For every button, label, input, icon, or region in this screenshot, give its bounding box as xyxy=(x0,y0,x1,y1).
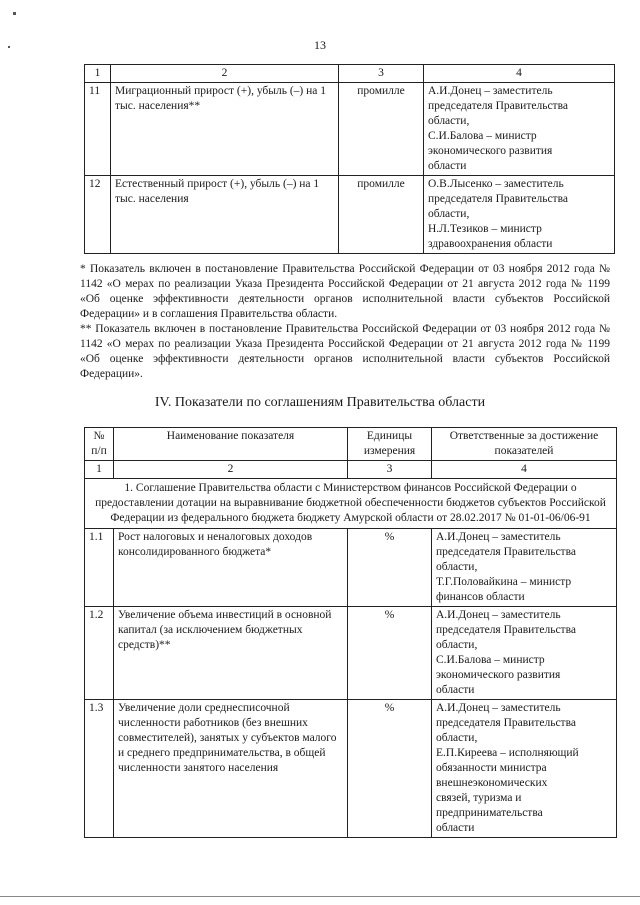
header-number: № п/п xyxy=(85,428,114,461)
indicator-unit: % xyxy=(348,529,432,607)
responsible-line: С.И.Балова – министр xyxy=(436,654,545,666)
responsible-line: предпринимательства xyxy=(436,807,543,819)
indicator-unit: % xyxy=(348,700,432,838)
responsible-line: здравоохранения области xyxy=(428,238,553,250)
page-number: 13 xyxy=(314,38,326,52)
responsible-line: председателя Правительства xyxy=(436,546,576,558)
table-row xyxy=(85,700,617,838)
footnote-single-asterisk: * Показатель включен в постановление Правительства Российской Федерации от 03 ноября 2012 года № 1142 «О мерах по реализации Указа Президента Российской Федерации от 21 августа 2012 года № 1199 «Об оценке эффективности деятельности органов исполнительной власти субъектов Российской Федерации» и в соглашения Правительства области. xyxy=(80,263,610,320)
indicator-name: Рост налоговых и неналоговых доходов консолидированного бюджета* xyxy=(114,529,348,607)
table-row xyxy=(85,529,617,607)
responsible-line: области, xyxy=(428,208,470,220)
responsible-line: А.И.Донец – заместитель xyxy=(436,702,561,714)
responsible-line: Е.П.Киреева – исполняющий xyxy=(436,747,579,759)
responsible-persons xyxy=(424,176,615,254)
row-number: 11 xyxy=(85,83,111,176)
indicator-unit: % xyxy=(348,607,432,700)
responsible-line: области xyxy=(428,160,467,172)
indicator-name: Увеличение доли среднесписочной численности работников (без внешних совместителей), занятых у субъектов малого и среднего предпринимательства, в общей численности занятого населения xyxy=(114,700,348,838)
responsible-line: области, xyxy=(428,115,470,127)
indicator-name: Естественный прирост (+), убыль (–) на 1 тыс. населения xyxy=(111,176,339,254)
responsible-persons xyxy=(424,83,615,176)
table-row xyxy=(85,176,615,254)
responsible-line: председателя Правительства xyxy=(436,624,576,636)
header-indicator-name: Наименование показателя xyxy=(114,428,348,461)
responsible-line: А.И.Донец – заместитель xyxy=(436,609,561,621)
indicator-name: Миграционный прирост (+), убыль (–) на 1 тыс. населения** xyxy=(111,83,339,176)
responsible-line: области, xyxy=(436,639,478,651)
table-agreement-indicators xyxy=(84,427,617,838)
table-header-row xyxy=(85,65,615,83)
scan-bottom-edge xyxy=(0,896,640,897)
responsible-line: О.В.Лысенко – заместитель xyxy=(428,178,564,190)
header-responsible: Ответственные за достижение показателей xyxy=(432,428,617,461)
responsible-line: экономического развития xyxy=(428,145,553,157)
column-number-4: 4 xyxy=(424,65,615,83)
agreement-section-row xyxy=(85,479,617,529)
row-number: 1.1 xyxy=(85,529,114,607)
responsible-line: А.И.Донец – заместитель xyxy=(428,85,553,97)
responsible-line: связей, туризма и xyxy=(436,792,522,804)
responsible-line: обязанности министра xyxy=(436,762,547,774)
responsible-line: области, xyxy=(436,732,478,744)
table-header-row xyxy=(85,428,617,461)
column-number-2: 2 xyxy=(114,461,348,479)
indicator-unit: промилле xyxy=(339,83,424,176)
column-number-4: 4 xyxy=(432,461,617,479)
footnote-double-asterisk: ** Показатель включен в постановление Правительства Российской Федерации от 03 ноября 2012 года № 1142 «О мерах по реализации Указа Президента Российской Федерации от 21 августа 2012 года № 1199 «Об оценке эффективности деятельности органов исполнительной власти субъектов Российской Федерации». xyxy=(80,323,610,380)
responsible-persons xyxy=(432,529,617,607)
column-number-1: 1 xyxy=(85,461,114,479)
responsible-line: председателя Правительства xyxy=(428,100,568,112)
agreement-description: 1. Соглашение Правительства области с Министерством финансов Российской Федерации о предоставлении дотации на выравнивание бюджетной обеспеченности бюджетов субъектов Российской Федерации из федерального бюджета бюджету Амурской области от 28.02.2017 № 01-01-06/06-91 xyxy=(85,479,617,529)
table-row xyxy=(85,607,617,700)
responsible-line: председателя Правительства xyxy=(428,193,568,205)
responsible-line: области, xyxy=(436,561,478,573)
row-number: 12 xyxy=(85,176,111,254)
column-number-3: 3 xyxy=(348,461,432,479)
column-number-1: 1 xyxy=(85,65,111,83)
responsible-line: Н.Л.Тезиков – министр xyxy=(428,223,542,235)
responsible-line: области xyxy=(436,822,475,834)
column-number-3: 3 xyxy=(339,65,424,83)
responsible-line: председателя Правительства xyxy=(436,717,576,729)
section-title: IV. Показатели по соглашениям Правительства области xyxy=(154,395,486,410)
responsible-line: финансов области xyxy=(436,591,525,603)
responsible-line: Т.Г.Половайкина – министр xyxy=(436,576,572,588)
header-unit: Единицы измерения xyxy=(348,428,432,461)
table-row xyxy=(85,83,615,176)
scan-mark xyxy=(13,12,16,15)
indicator-unit: промилле xyxy=(339,176,424,254)
indicator-name: Увеличение объема инвестиций в основной капитал (за исключением бюджетных средств)** xyxy=(114,607,348,700)
column-number-2: 2 xyxy=(111,65,339,83)
responsible-line: А.И.Донец – заместитель xyxy=(436,531,561,543)
responsible-line: экономического развития xyxy=(436,669,561,681)
responsible-line: внешнеэкономических xyxy=(436,777,548,789)
responsible-persons xyxy=(432,607,617,700)
row-number: 1.3 xyxy=(85,700,114,838)
responsible-persons xyxy=(432,700,617,838)
row-number: 1.2 xyxy=(85,607,114,700)
responsible-line: С.И.Балова – министр xyxy=(428,130,537,142)
responsible-line: области xyxy=(436,684,475,696)
table-indicators-continued xyxy=(84,64,615,254)
column-numbers-row xyxy=(85,461,617,479)
